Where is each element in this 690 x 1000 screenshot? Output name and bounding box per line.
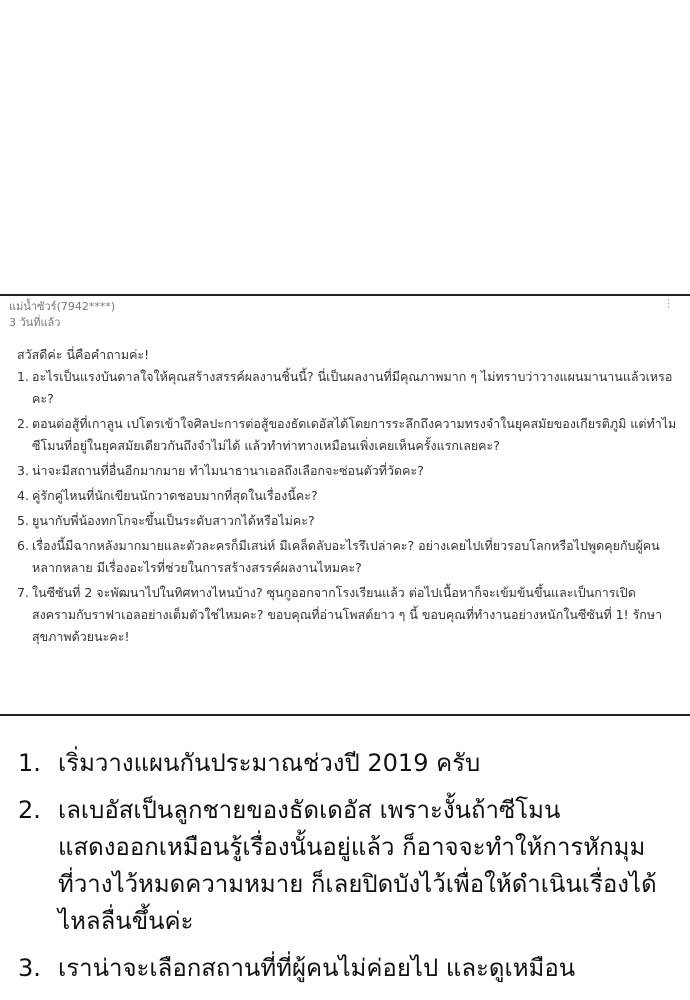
answer-text: เราน่าจะเลือกสถานที่ที่ผู้คนไม่ค่อยไป และดูเหมือน [58, 954, 576, 982]
question-number: 6. [17, 538, 29, 553]
question-item [17, 535, 677, 579]
question-text: ตอนต่อสู้ที่เกาลูน เปโตรเข้าใจศิลปะการต่อสู้ของธัดเดอัสได้โดยการระลึกถึงความทรงจำในยุคสมัยของเกียรติภูมิ แต่ทำไมซีโมนที่อยู่ในยุคสมัยเดียวกันถึงจำไม่ได้ แล้วทำท่าทางเหมือนเพิ่งเคยเห็นครั้งแรกเลยคะ? [32, 416, 677, 453]
comment-greeting: สวัสดีค่ะ นี่คือคำถามค่ะ! [17, 347, 150, 362]
comment-card [0, 294, 690, 716]
question-list [17, 366, 677, 648]
comment-body [17, 344, 677, 651]
question-item [17, 485, 677, 507]
question-item [17, 510, 677, 532]
answer-text: เลเบอัสเป็นลูกชายของธัดเดอัส เพราะงั้นถ้าซีโมนแสดงออกเหมือนรู้เรื่องนั้นอยู่แล้ว ก็อาจจะทำให้การหักมุมที่วางไว้หมดความหมาย ก็เลยปิดบังไว้เพื่อให้ดำเนินเรื่องได้ไหลลื่นขึ้นค่ะ [58, 796, 657, 935]
vertical-ellipsis-icon[interactable]: ⋮ [663, 297, 674, 310]
question-number: 7. [17, 585, 29, 600]
question-text: เรื่องนี้มีฉากหลังมากมายและตัวละครก็มีเสน่ห์ มีเคล็ดลับอะไรรึเปล่าคะ? อย่างเคยไปเที่ยวรอบโลกหรือไปพูดคุยกับผู้คนหลากหลาย มีเรื่องอะไรที่ช่วยในการสร้างสรรค์ผลงานไหมคะ? [32, 538, 660, 575]
answer-section [18, 745, 658, 997]
question-text: น่าจะมีสถานที่อื่นอีกมากมาย ทำไมนาธานาเอลถึงเลือกจะซ่อนตัวที่วัดคะ? [32, 463, 424, 478]
answer-text: เริ่มวางแผนกันประมาณช่วงปี 2019 ครับ [58, 749, 481, 777]
answer-item [18, 745, 658, 782]
question-text: อะไรเป็นแรงบันดาลใจให้คุณสร้างสรรค์ผลงานชิ้นนี้? นี่เป็นผลงานที่มีคุณภาพมาก ๆ ไม่ทราบว่าวางแผนมานานแล้วเหรอคะ? [32, 369, 673, 406]
question-number: 1. [17, 369, 29, 384]
question-text: ในซีซันที่ 2 จะพัฒนาไปในทิศทางไหนบ้าง? ซุนกูออกจากโรงเรียนแล้ว ต่อไปเนื้อหาก็จะเข้มข้นขึ้นและเป็นการเปิดสงครามกับราฟาเอลอย่างเต็มตัวใช่ไหมคะ? ขอบคุณที่อ่านโพสต์ยาว ๆ นี้ ขอบคุณที่ทำงานอย่างหนักในซีซันที่ 1! รักษาสุขภาพด้วยนะคะ! [32, 585, 663, 644]
question-number: 4. [17, 488, 29, 503]
question-number: 3. [17, 463, 29, 478]
answer-list [18, 745, 658, 987]
question-item [17, 413, 677, 457]
comment-timestamp: 3 วันที่แล้ว [9, 316, 61, 329]
question-number: 5. [17, 513, 29, 528]
answer-number: 3. [18, 954, 41, 982]
answer-number: 1. [18, 749, 41, 777]
answer-item [18, 792, 658, 940]
question-text: ยูนากับพี่น้องทกโกจะขึ้นเป็นระดับสาวกได้หรือไม่คะ? [32, 513, 315, 528]
question-text: คู่รักคู่ไหนที่นักเขียนนักวาดชอบมากที่สุดในเรื่องนี้คะ? [32, 488, 318, 503]
question-item [17, 366, 677, 410]
comment-author: แม่น้ำซัวร์(7942****) [9, 300, 116, 313]
question-item [17, 460, 677, 482]
question-number: 2. [17, 416, 29, 431]
blank-top-area [0, 0, 690, 294]
answer-number: 2. [18, 796, 41, 824]
answer-item [18, 950, 658, 987]
question-item [17, 582, 677, 648]
